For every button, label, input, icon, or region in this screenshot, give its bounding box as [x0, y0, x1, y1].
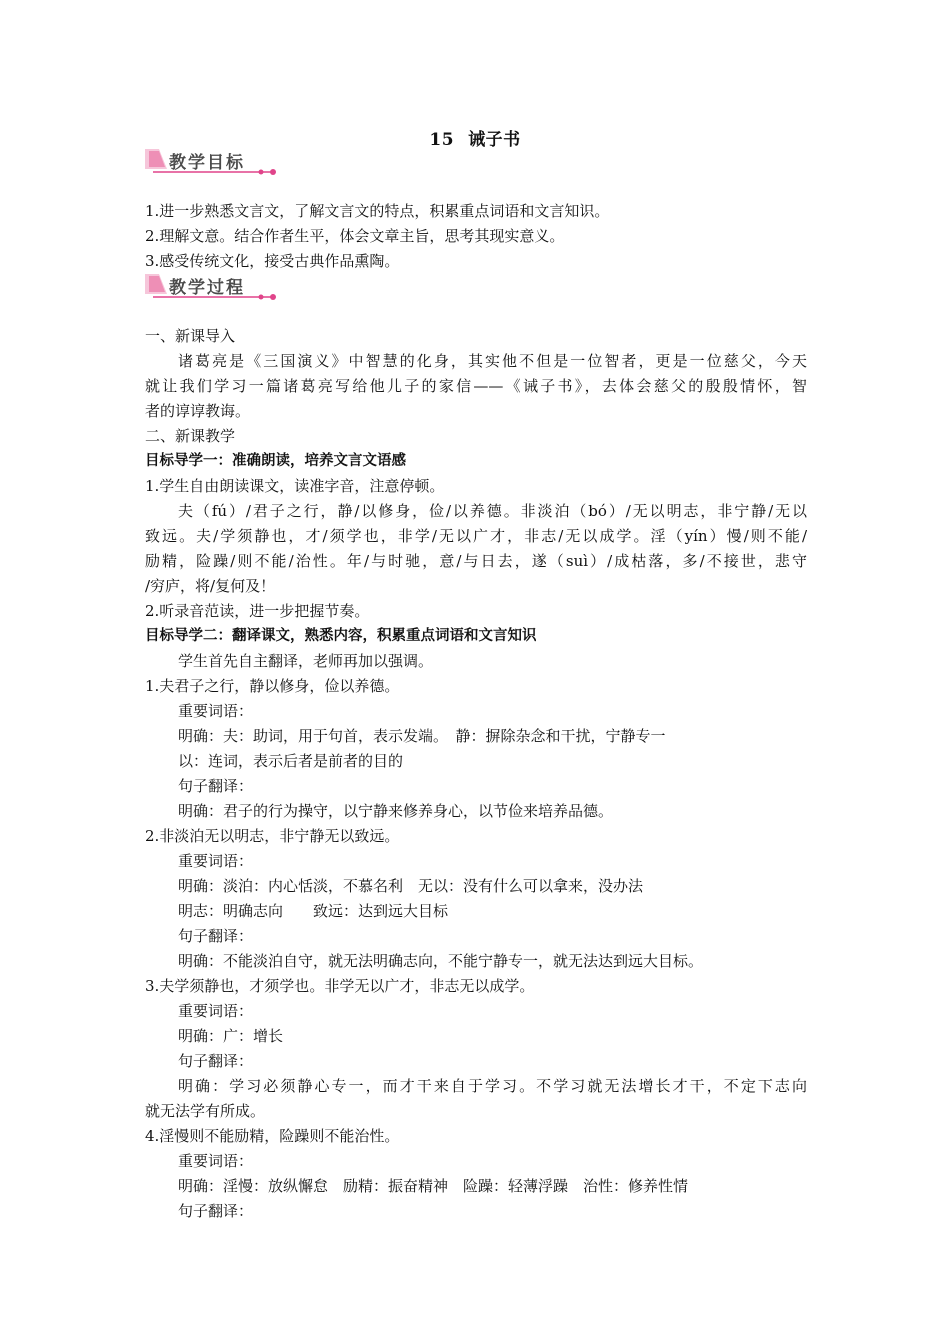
- objective-item: 2.理解文意。结合作者生平，体会文章主旨，思考其现实意义。: [145, 227, 565, 245]
- reading-line: /穷庐，将/复何及！: [145, 577, 276, 595]
- words-label: 重要词语：: [178, 702, 254, 720]
- sentence-4: 4.淫慢则不能励精，险躁则不能治性。: [145, 1127, 400, 1145]
- goal-heading-1: 目标导学一：准确朗读，培养文言文语感: [145, 453, 406, 469]
- words-answer: 明志：明确志向 致远：达到远大目标: [178, 902, 449, 920]
- intro-paragraph-line: 就让我们学习一篇诸葛亮写给他儿子的家信——《诫子书》，去体会慈父的殷殷情怀，智: [145, 377, 807, 395]
- reading-line: 励精，险躁/则不能/治性。年/与时驰，意/与日去，遂（suì）/成枯落，多/不接世，悲守: [145, 552, 807, 570]
- translation-answer: 明确：君子的行为操守，以宁静来修养身心，以节俭来培养品德。: [178, 802, 614, 820]
- translation-answer: 就无法学有所成。: [145, 1102, 266, 1120]
- objectives-heading: 教学目标: [169, 153, 245, 173]
- sentence-3: 3.夫学须静也，才须学也。非学无以广才，非志无以成学。: [145, 977, 535, 995]
- goal1-item-2: 2.听录音范读，进一步把握节奏。: [145, 602, 370, 620]
- reading-line: 致远。夫/学须静也，才/须学也，非学/无以广才，非志/无以成学。淫（yín）慢/则不能/: [145, 527, 807, 545]
- intro-paragraph-line: 诸葛亮是《三国演义》中智慧的化身，其实他不但是一位智者，更是一位慈父，今天: [178, 352, 807, 370]
- goal2-intro: 学生首先自主翻译，老师再加以强调。: [178, 652, 434, 670]
- objective-item: 3.感受传统文化，接受古典作品熏陶。: [145, 252, 400, 270]
- translation-answer: 明确：学习必须静心专一，而才干来自于学习。不学习就无法增长才干，不定下志向: [178, 1077, 807, 1095]
- objectives-banner: [145, 147, 280, 177]
- intro-heading: 一、新课导入: [145, 327, 236, 345]
- goal-heading-2: 目标导学二：翻译课文，熟悉内容，积累重点词语和文言知识: [145, 628, 537, 644]
- lesson-number: 15: [429, 130, 455, 150]
- teach-heading: 二、新课教学: [145, 427, 236, 445]
- words-answer: 以：连词，表示后者是前者的目的: [178, 752, 404, 770]
- translation-label: 句子翻译：: [178, 1052, 254, 1070]
- sentence-1: 1.夫君子之行，静以修身，俭以养德。: [145, 677, 400, 695]
- objective-item: 1.进一步熟悉文言文，了解文言文的特点，积累重点词语和文言知识。: [145, 202, 610, 220]
- intro-paragraph-line: 者的谆谆教诲。: [145, 402, 251, 420]
- translation-label: 句子翻译：: [178, 1202, 254, 1220]
- lesson-title: 诫子书: [468, 130, 521, 150]
- translation-label: 句子翻译：: [178, 927, 254, 945]
- translation-label: 句子翻译：: [178, 777, 254, 795]
- words-answer: 明确：淫慢：放纵懈怠 励精：振奋精神 险躁：轻薄浮躁 治性：修养性情: [178, 1177, 689, 1195]
- process-heading: 教学过程: [169, 278, 245, 298]
- translation-answer: 明确：不能淡泊自守，就无法明确志向，不能宁静专一，就无法达到远大目标。: [178, 952, 704, 970]
- words-label: 重要词语：: [178, 1152, 254, 1170]
- goal1-item-1: 1.学生自由朗读课文，读准字音，注意停顿。: [145, 477, 445, 495]
- process-banner: [145, 272, 280, 302]
- words-answer: 明确：淡泊：内心恬淡，不慕名利 无以：没有什么可以拿来，没办法: [178, 877, 644, 895]
- reading-line: 夫（fú）/君子之行，静/以修身，俭/以养德。非淡泊（bó）/无以明志，非宁静/无以: [178, 502, 807, 520]
- words-answer: 明确：广：增长: [178, 1027, 284, 1045]
- words-answer: 明确：夫：助词，用于句首，表示发端。 静：摒除杂念和干扰，宁静专一: [178, 727, 666, 745]
- sentence-2: 2.非淡泊无以明志，非宁静无以致远。: [145, 827, 400, 845]
- words-label: 重要词语：: [178, 852, 254, 870]
- page-title: [0, 125, 950, 150]
- words-label: 重要词语：: [178, 1002, 254, 1020]
